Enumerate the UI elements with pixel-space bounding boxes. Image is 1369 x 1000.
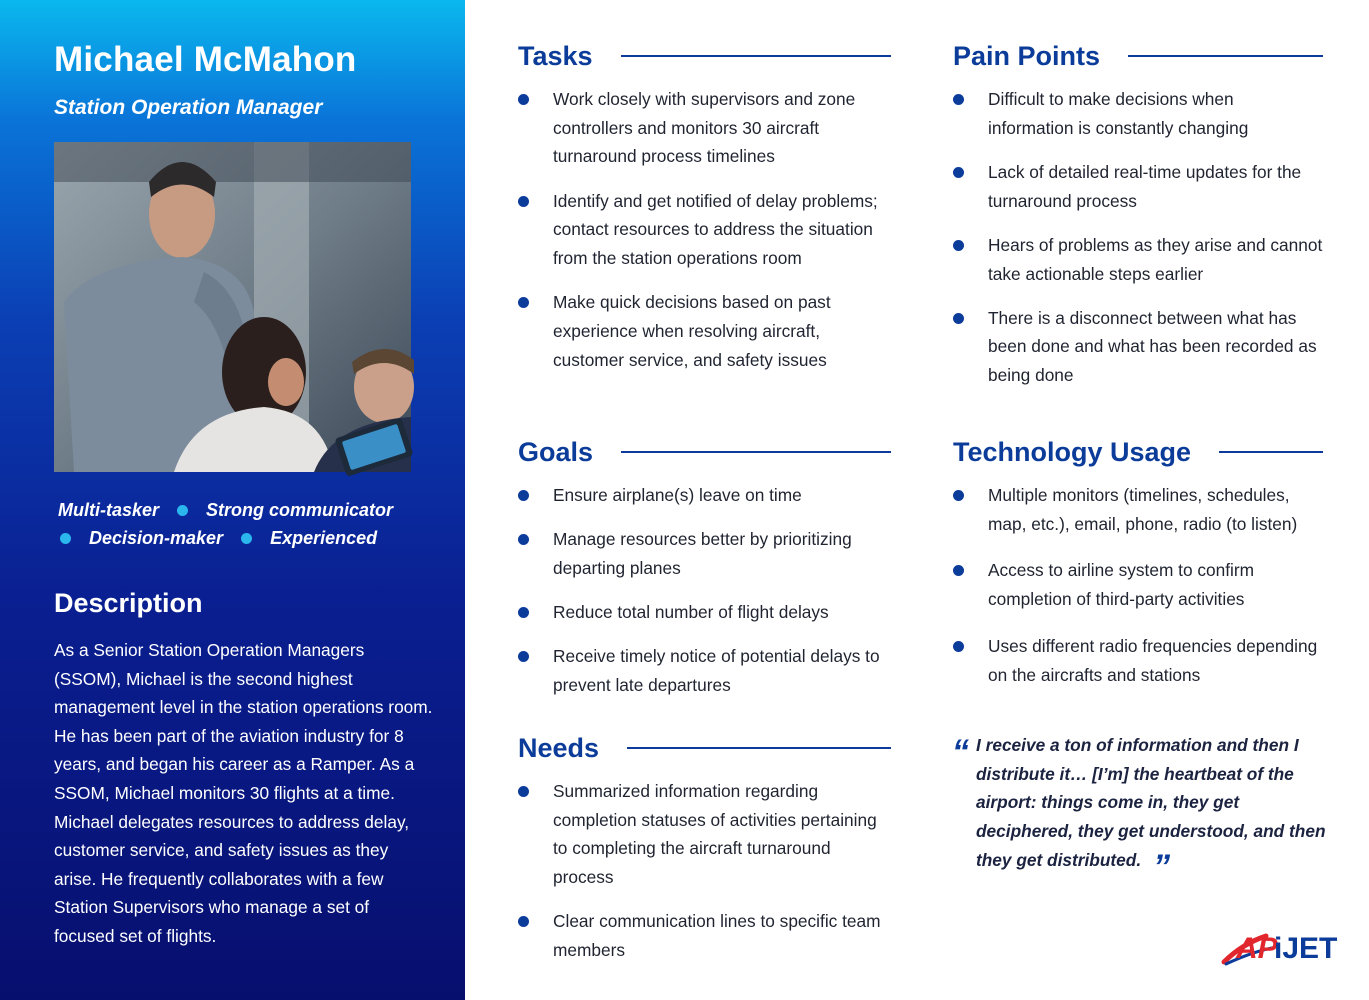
trait-separator-dot xyxy=(241,533,252,544)
list-item xyxy=(518,907,891,964)
bullet-icon xyxy=(953,641,964,652)
tasks-divider xyxy=(621,55,891,57)
goals-list xyxy=(518,481,891,700)
list-item-text: Uses different radio frequencies depending on the aircrafts and stations xyxy=(988,635,1318,685)
trait-multi-tasker: Multi-tasker xyxy=(58,500,160,520)
needs-list xyxy=(518,777,891,965)
persona-photo xyxy=(54,142,411,472)
persona-panel xyxy=(0,0,465,1000)
tasks-title: Tasks xyxy=(518,40,593,71)
tasks-list xyxy=(518,85,891,374)
bullet-icon xyxy=(953,94,964,105)
close-quote-icon: ” xyxy=(1153,847,1171,886)
apijet-logo-icon xyxy=(1222,922,1338,966)
bullet-icon xyxy=(953,490,964,501)
tasks-header xyxy=(518,39,891,73)
bullet-icon xyxy=(518,196,529,207)
trait-decision-maker: Decision-maker xyxy=(89,528,224,548)
trait-experienced: Experienced xyxy=(270,528,378,548)
goals-section xyxy=(518,435,891,715)
needs-section xyxy=(518,731,891,980)
bullet-icon xyxy=(518,534,529,545)
bullet-icon xyxy=(953,167,964,178)
list-item-text: Summarized information regarding completion statuses of activities pertaining to completing the aircraft turnaround process xyxy=(553,781,877,888)
goals-title: Goals xyxy=(518,436,594,467)
list-item xyxy=(518,481,891,510)
bullet-icon xyxy=(518,786,529,797)
bullet-icon xyxy=(953,565,964,576)
persona-traits xyxy=(58,496,438,552)
pain-points-list xyxy=(953,85,1323,390)
bullet-icon xyxy=(518,651,529,662)
bullet-icon xyxy=(518,607,529,618)
list-item-text: Work closely with supervisors and zone controllers and monitors 30 aircraft turnaround process timelines xyxy=(553,89,856,167)
bullet-icon xyxy=(953,240,964,251)
traits-row-2 xyxy=(58,524,438,552)
list-item xyxy=(953,158,1323,215)
persona-photo-illustration xyxy=(54,142,411,472)
list-item xyxy=(953,85,1323,142)
needs-title: Needs xyxy=(518,732,600,763)
persona-name: Michael McMahon xyxy=(54,40,357,79)
list-item-text: Multiple monitors (timelines, schedules, map, etc.), email, phone, radio (to listen) xyxy=(988,485,1298,534)
goals-divider xyxy=(621,451,891,453)
quote-body: I receive a ton of information and then I distribute it… [I’m] the heartbeat of the airport: things come in, they get deciphered, they get understood, and then they get distributed. xyxy=(976,735,1326,870)
bullet-icon xyxy=(518,490,529,501)
list-item xyxy=(953,481,1323,538)
tasks-section xyxy=(518,39,891,390)
list-item xyxy=(518,642,891,699)
quote-text xyxy=(976,731,1332,886)
list-item-text: Hears of problems as they arise and cannot take actionable steps earlier xyxy=(988,234,1323,284)
list-item-text: Reduce total number of flight delays xyxy=(553,602,829,623)
list-item xyxy=(518,598,891,627)
technology-divider xyxy=(1219,451,1323,453)
list-item-text: Identify and get notified of delay problems; contact resources to address the situation from the station operations room xyxy=(553,190,878,269)
pain-points-header xyxy=(953,39,1323,73)
bullet-icon xyxy=(518,94,529,105)
list-item-text: Access to airline system to confirm completion of third-party activities xyxy=(988,560,1255,610)
list-item-text: Receive timely notice of potential delays to prevent late departures xyxy=(553,646,880,696)
list-item-text: There is a disconnect between what has been done and what has been recorded as being done xyxy=(988,307,1317,386)
list-item-text: Lack of detailed real-time updates for the turnaround process xyxy=(988,161,1302,211)
list-item xyxy=(953,632,1323,689)
pain-points-title: Pain Points xyxy=(953,40,1101,71)
bullet-icon xyxy=(518,916,529,927)
description-text: As a Senior Station Operation Managers (SSOM), Michael is the second highest management level in the station operations room. He has been part of the aviation industry for 8 years, and began his career as a Ramper. As a SSOM, Michael monitors 30 flights at a time. Michael delegates resources to address delay, customer service, and safety issues as they arise. He frequently collaborates with a few Station Supervisors who manage a set of focused set of flights. xyxy=(54,640,433,946)
list-item xyxy=(953,304,1323,390)
trait-separator-dot xyxy=(177,505,188,516)
list-item-text: Difficult to make decisions when information is constantly changing xyxy=(988,89,1249,138)
pain-points-divider xyxy=(1128,55,1323,57)
list-item xyxy=(518,85,891,171)
list-item xyxy=(953,556,1323,613)
list-item-text: Clear communication lines to specific team members xyxy=(553,911,881,961)
bullet-icon xyxy=(953,313,964,324)
technology-title: Technology Usage xyxy=(953,436,1192,467)
list-item xyxy=(518,777,891,892)
trait-separator-dot xyxy=(60,533,71,544)
traits-row-1 xyxy=(58,496,438,524)
technology-usage-section xyxy=(953,435,1323,705)
list-item-text: Ensure airplane(s) leave on time xyxy=(553,485,802,505)
pain-points-section xyxy=(953,39,1323,405)
persona-role: Station Operation Manager xyxy=(54,96,323,119)
description-heading: Description xyxy=(54,588,203,618)
logo-text-b: iJET xyxy=(1274,932,1338,965)
list-item-text: Manage resources better by prioritizing departing planes xyxy=(553,529,852,578)
list-item-text: Make quick decisions based on past experience when resolving aircraft, customer service, and safety issues xyxy=(553,292,831,370)
open-quote-icon: “ xyxy=(952,733,969,771)
list-item xyxy=(518,288,891,374)
technology-header xyxy=(953,435,1323,469)
apijet-logo xyxy=(1222,922,1338,966)
goals-header xyxy=(518,435,891,469)
list-item xyxy=(953,231,1323,288)
trait-strong-communicator: Strong communicator xyxy=(206,500,394,520)
technology-list xyxy=(953,481,1323,689)
needs-header xyxy=(518,731,891,765)
list-item xyxy=(518,525,891,582)
needs-divider xyxy=(627,747,891,749)
logo-text-a: AP xyxy=(1236,932,1278,965)
list-item xyxy=(518,187,891,273)
persona-quote xyxy=(952,731,1332,886)
bullet-icon xyxy=(518,297,529,308)
